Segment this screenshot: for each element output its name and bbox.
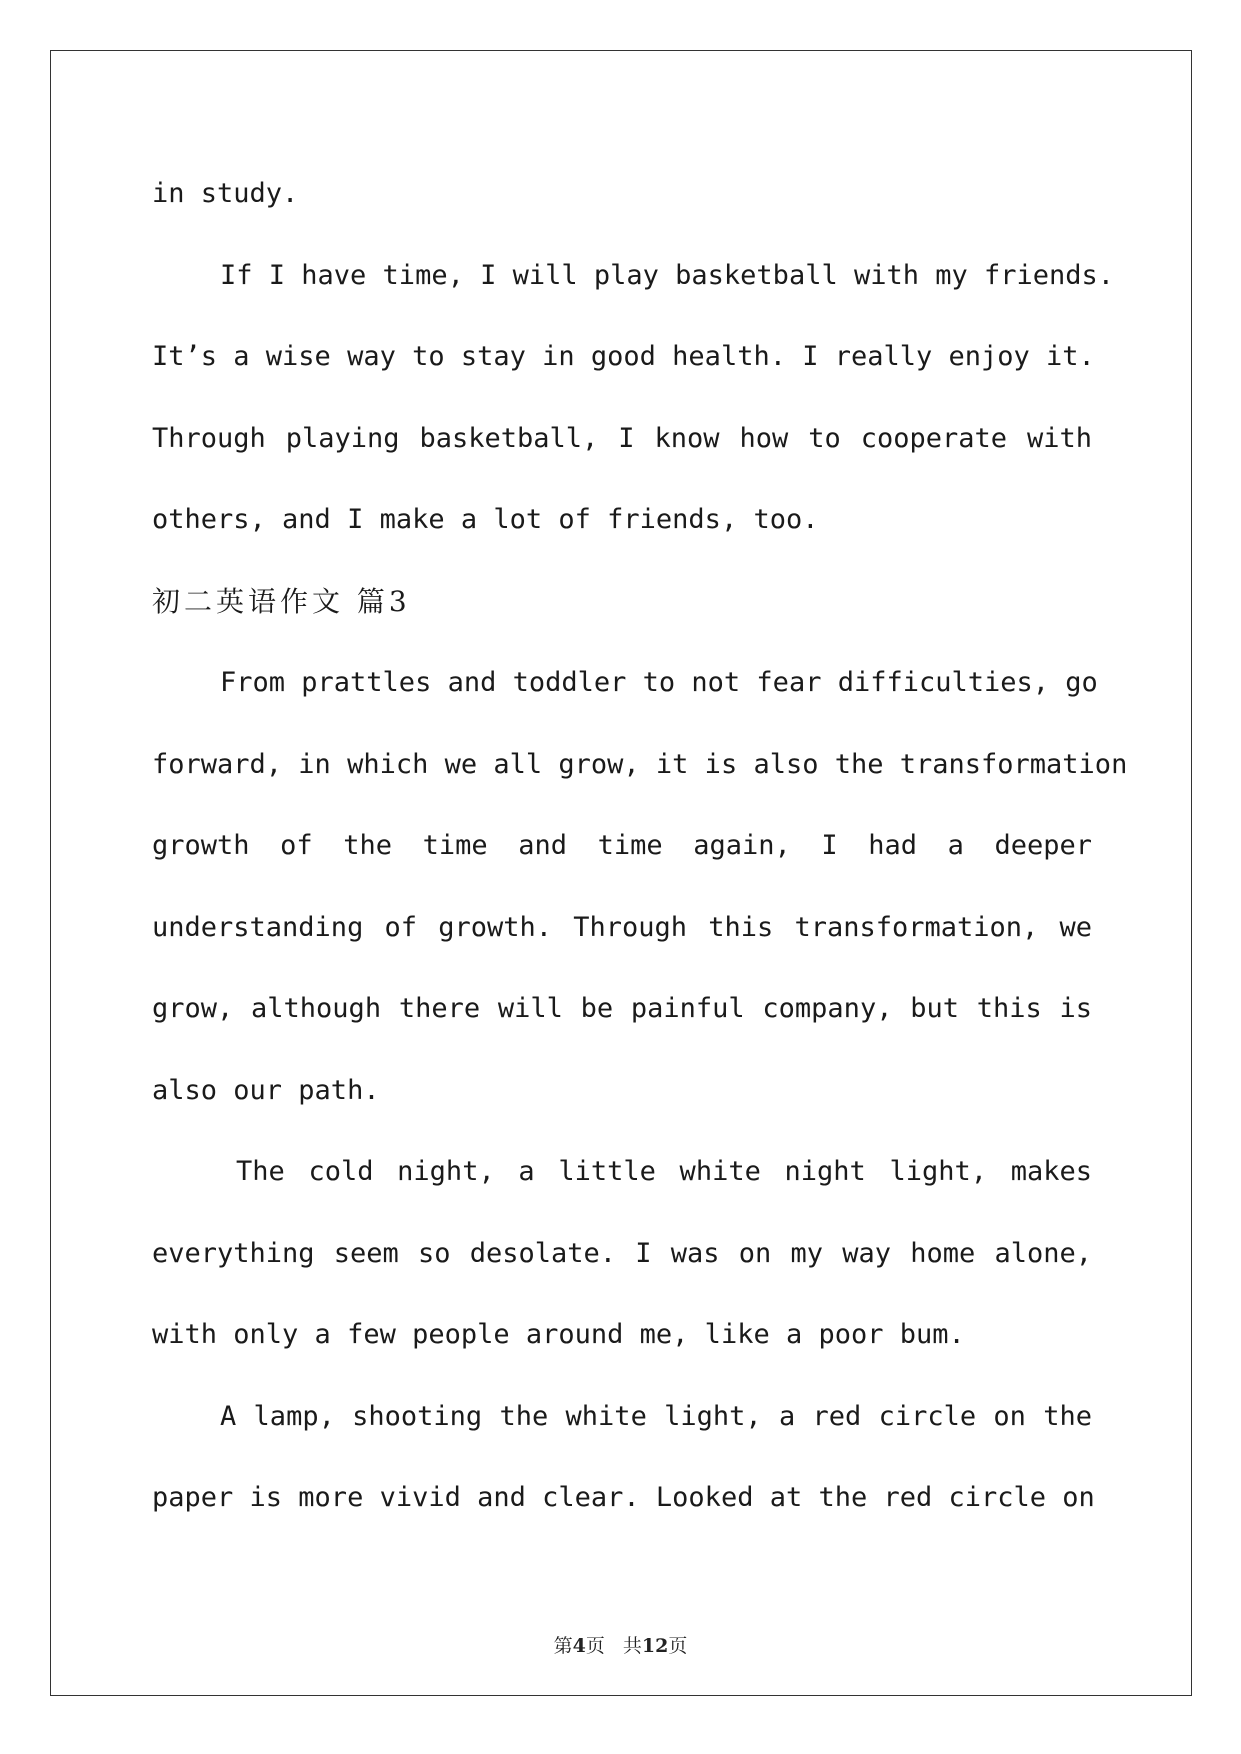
body-text-line: everything seem so desolate. I was on my way home alone,: [152, 1237, 1092, 1269]
paragraph-first-line: From prattles and toddler to not fear difficulties, go: [220, 667, 1098, 698]
body-text-line: Through playing basketball, I know how to cooperate with: [152, 422, 1092, 454]
paragraph-first-line: A lamp, shooting the white light, a red circle on the: [220, 1400, 1092, 1432]
body-text-line: also our path.: [152, 1074, 380, 1106]
body-text-line: grow, although there will be painful company, but this is: [152, 993, 1092, 1024]
body-text-line: understanding of growth. Through this transformation, we: [152, 911, 1092, 943]
page-footer: [0, 1631, 1241, 1658]
total-pages: 12: [641, 1635, 669, 1657]
paragraph-first-line: If I have time, I will play basketball with my friends.: [220, 259, 1115, 291]
body-text-line: others, and I make a lot of friends, too.: [152, 504, 819, 535]
document-body: [152, 165, 1128, 1551]
body-text-line: in study.: [152, 178, 299, 209]
body-text-line: It’s a wise way to stay in good health. I really enjoy it.: [152, 341, 1095, 372]
body-text-line: growth of the time and time again, I had a deeper: [152, 830, 1092, 861]
section-heading: 初二英语作文 篇3: [152, 584, 411, 618]
paragraph-first-line: The cold night, a little white night light, makes: [236, 1156, 1092, 1187]
total-prefix: 共: [622, 1635, 642, 1657]
page-prefix: 第: [553, 1635, 573, 1657]
page-suffix: 页: [585, 1635, 605, 1657]
body-text-line: forward, in which we all grow, it is also the transformation: [152, 748, 1128, 780]
body-text-line: paper is more vivid and clear. Looked at the red circle on: [152, 1482, 1095, 1513]
body-text-line: with only a few people around me, like a poor bum.: [152, 1319, 965, 1350]
total-suffix: 页: [668, 1635, 688, 1657]
page-number: 4: [572, 1635, 586, 1657]
